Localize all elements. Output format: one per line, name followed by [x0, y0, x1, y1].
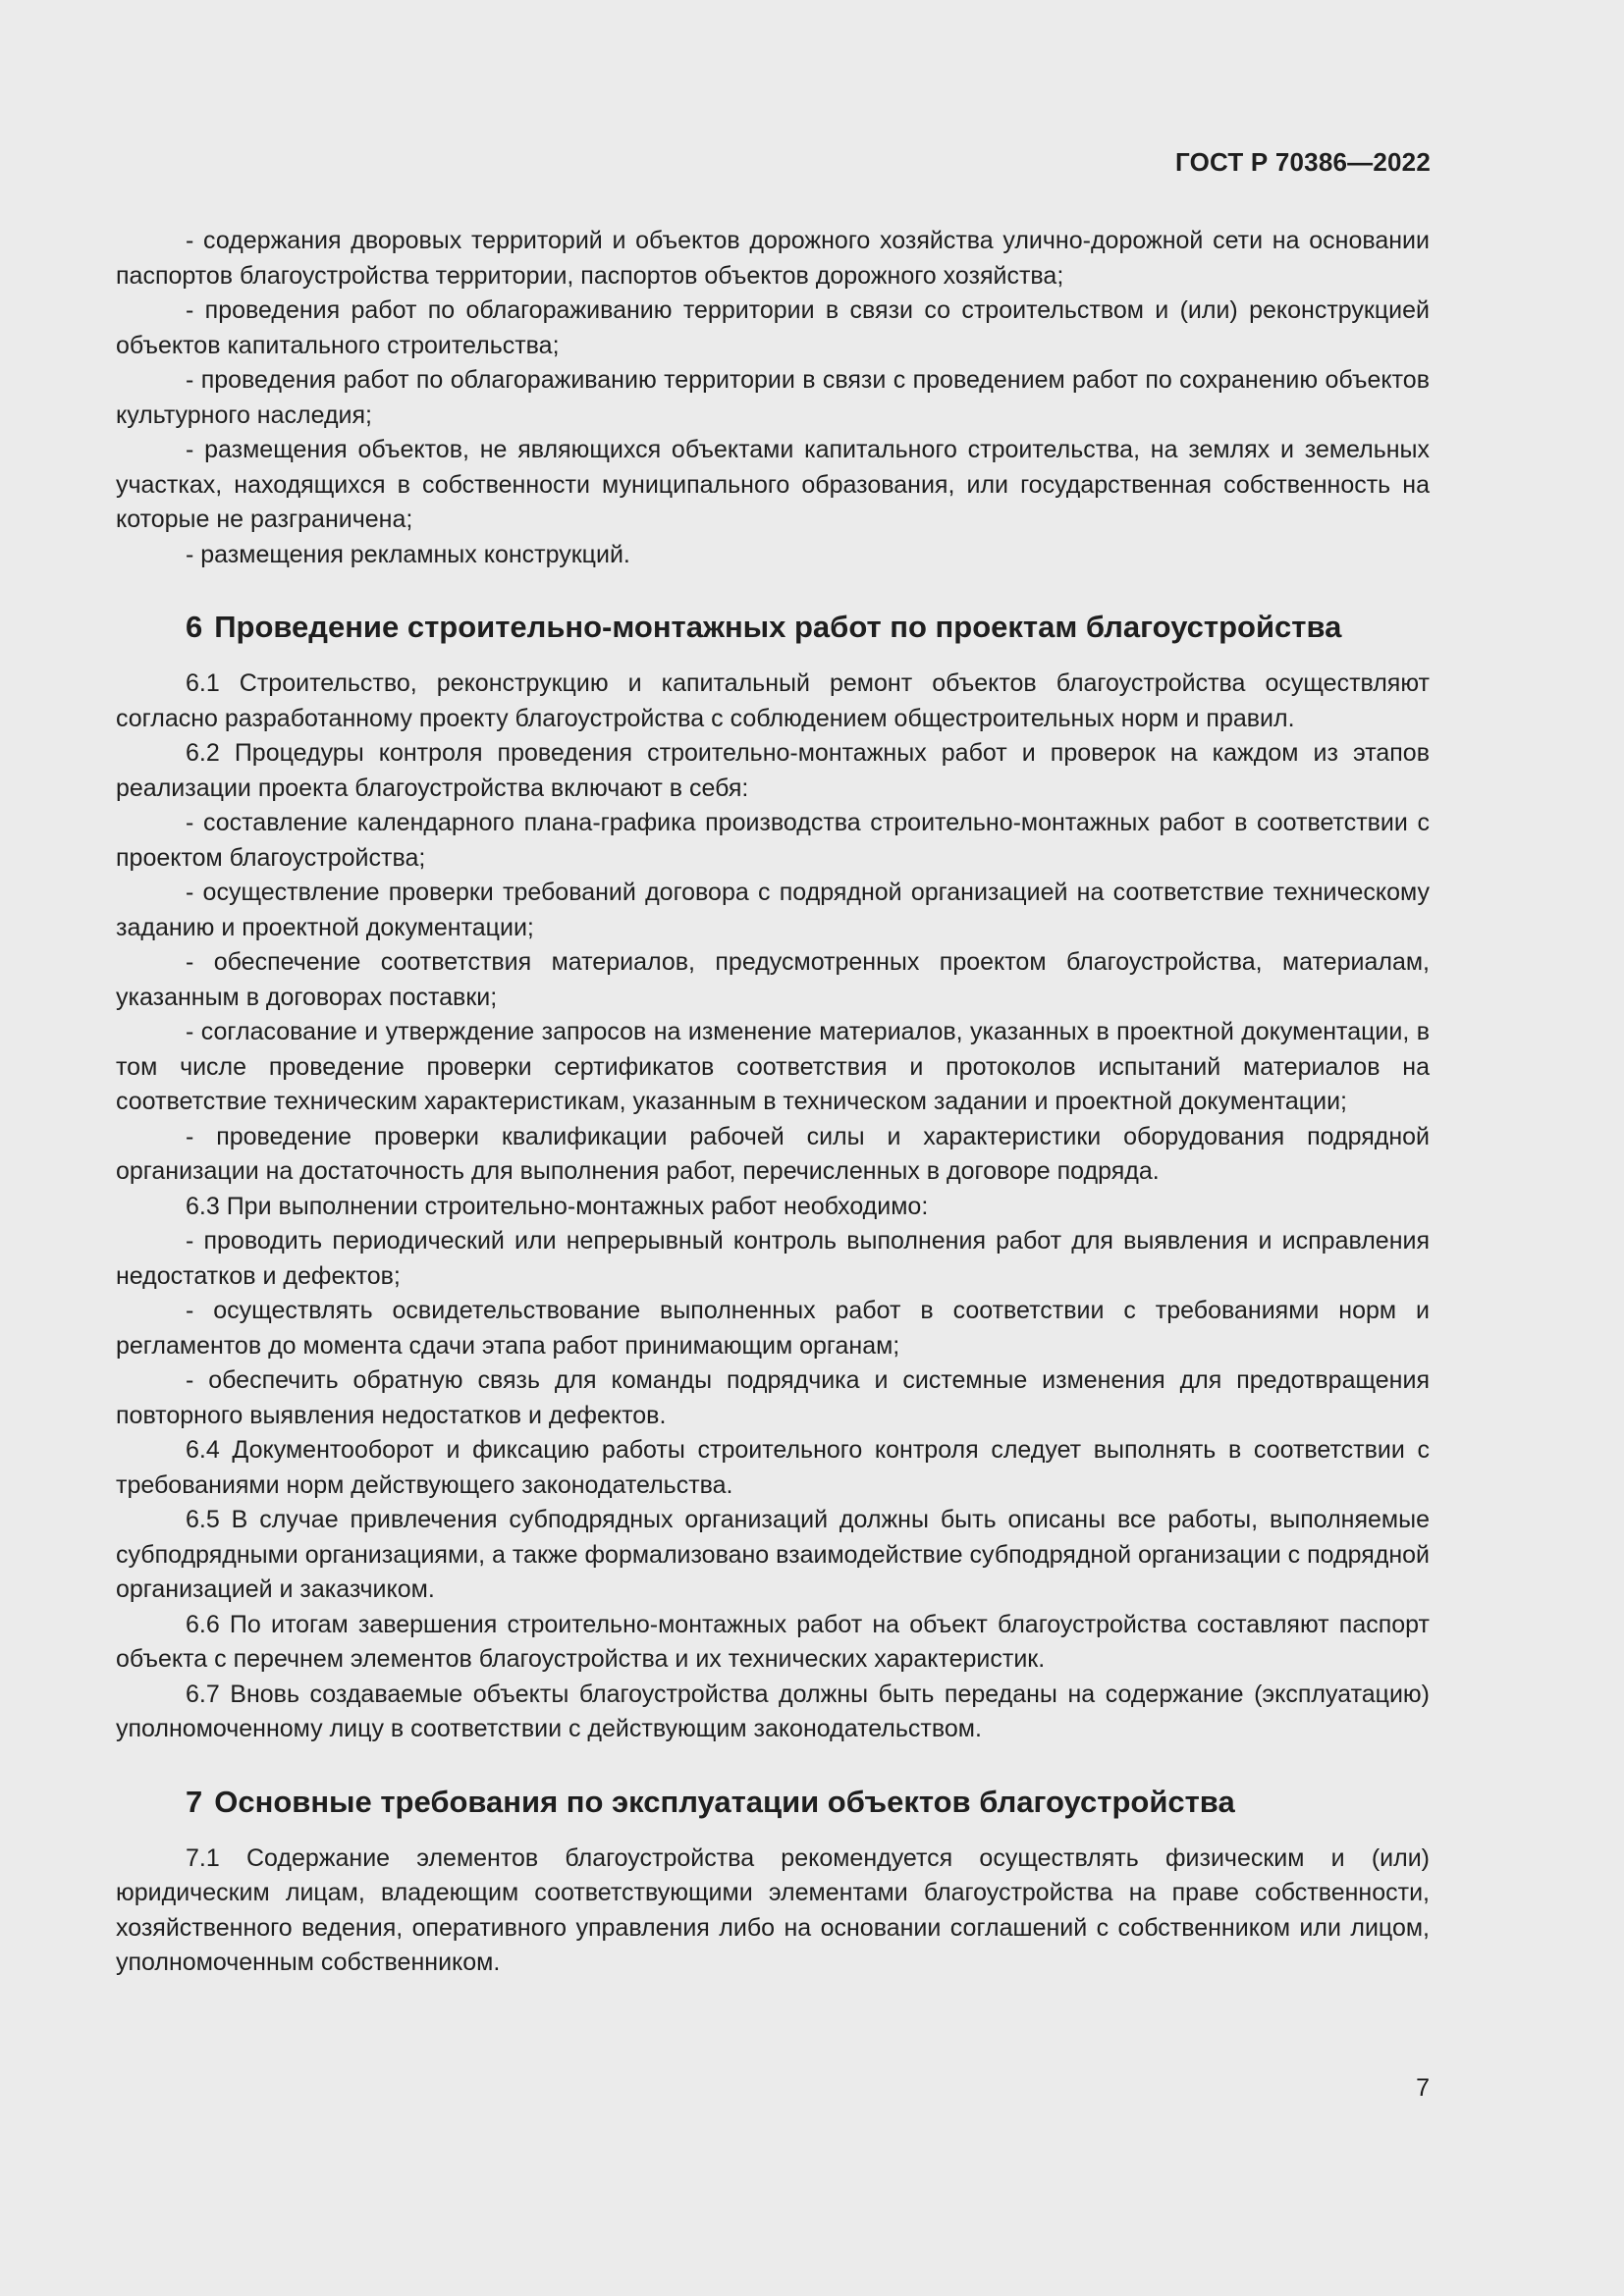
- list-item: - согласование и утверждение запросов на изменение материалов, указанных в проектной документации, в том числе проведение проверки сертификатов соответствия и протоколов испытаний материалов на соответствие техническим характеристикам, указанным в техническом задании и проектной документации;: [116, 1018, 1430, 1115]
- list-item: - обеспечение соответствия материалов, предусмотренных проектом благоустройства, материалам, указанным в договорах поставки;: [116, 948, 1430, 1011]
- paragraph: 6.6 По итогам завершения строительно-монтажных работ на объект благоустройства составляют паспорт объекта с перечнем элементов благоустройства и их технических характеристик.: [116, 1610, 1430, 1673]
- list-item: - проводить периодический или непрерывный контроль выполнения работ для выявления и исправления недостатков и дефектов;: [116, 1227, 1430, 1290]
- paragraph: 6.3 При выполнении строительно-монтажных работ необходимо:: [186, 1192, 929, 1220]
- section-title: Проведение строительно-монтажных работ по проектам благоустройства: [214, 610, 1342, 644]
- section-number: 6: [186, 610, 203, 644]
- paragraph: 6.1 Строительство, реконструкцию и капитальный ремонт объектов благоустройства осуществляют согласно разработанному проекту благоустройства с соблюдением общестроительных норм и правил.: [116, 669, 1430, 732]
- list-item: - осуществление проверки требований договора с подрядной организацией на соответствие техническому заданию и проектной документации;: [116, 879, 1430, 941]
- list-item: - осуществлять освидетельствование выполненных работ в соответствии с требованиями норм и регламентов до момента сдачи этапа работ принимающим органам;: [116, 1297, 1430, 1360]
- section-6-heading: [116, 608, 1430, 647]
- paragraph: 6.5 В случае привлечения субподрядных организаций должны быть описаны все работы, выполняемые субподрядными организациями, а также формализовано взаимодействие субподрядной организации с подрядной организацией и заказчиком.: [116, 1506, 1430, 1603]
- list-item: - проведения работ по облагораживанию территории в связи со строительством и (или) реконструкцией объектов капитального строительства;: [116, 296, 1430, 359]
- page-content: [116, 224, 1430, 1981]
- standard-code-header: ГОСТ Р 70386—2022: [1175, 147, 1431, 177]
- section-7-heading: [116, 1783, 1430, 1822]
- list-item: - размещения объектов, не являющихся объектами капитального строительства, на землях и земельных участках, находящихся в собственности муниципального образования, или государственная собственность на которые не разграничена;: [116, 436, 1430, 533]
- page-number: 7: [1416, 2074, 1430, 2102]
- list-item: - проведения работ по облагораживанию территории в связи с проведением работ по сохранению объектов культурного наследия;: [116, 366, 1430, 429]
- list-item: - размещения рекламных конструкций.: [186, 540, 630, 568]
- paragraph: 6.2 Процедуры контроля проведения строительно-монтажных работ и проверок на каждом из этапов реализации проекта благоустройства включают в себя:: [116, 739, 1430, 802]
- section-number: 7: [186, 1784, 203, 1819]
- section-title: Основные требования по эксплуатации объектов благоустройства: [214, 1784, 1235, 1819]
- paragraph: 6.7 Вновь создаваемые объекты благоустройства должны быть переданы на содержание (эксплуатацию) уполномоченному лицу в соответствии с действующим законодательством.: [116, 1680, 1430, 1742]
- list-item: - составление календарного плана-графика производства строительно-монтажных работ в соответствии с проектом благоустройства;: [116, 809, 1430, 872]
- list-item: - проведение проверки квалификации рабочей силы и характеристики оборудования подрядной организации на достаточность для выполнения работ, перечисленных в договоре подряда.: [116, 1122, 1430, 1185]
- paragraph: 7.1 Содержание элементов благоустройства рекомендуется осуществлять физическим и (или) юридическим лицам, владеющим соответствующими элементами благоустройства на праве собственности, хозяйственного ведения, оперативного управления либо на основании соглашений с собственником или лицом, уполномоченным собственником.: [116, 1843, 1430, 1976]
- list-item: - обеспечить обратную связь для команды подрядчика и системные изменения для предотвращения повторного выявления недостатков и дефектов.: [116, 1366, 1430, 1429]
- paragraph: 6.4 Документооборот и фиксацию работы строительного контроля следует выполнять в соответствии с требованиями норм действующего законодательства.: [116, 1436, 1430, 1499]
- list-item: - содержания дворовых территорий и объектов дорожного хозяйства улично-дорожной сети на основании паспортов благоустройства территории, паспортов объектов дорожного хозяйства;: [116, 227, 1430, 290]
